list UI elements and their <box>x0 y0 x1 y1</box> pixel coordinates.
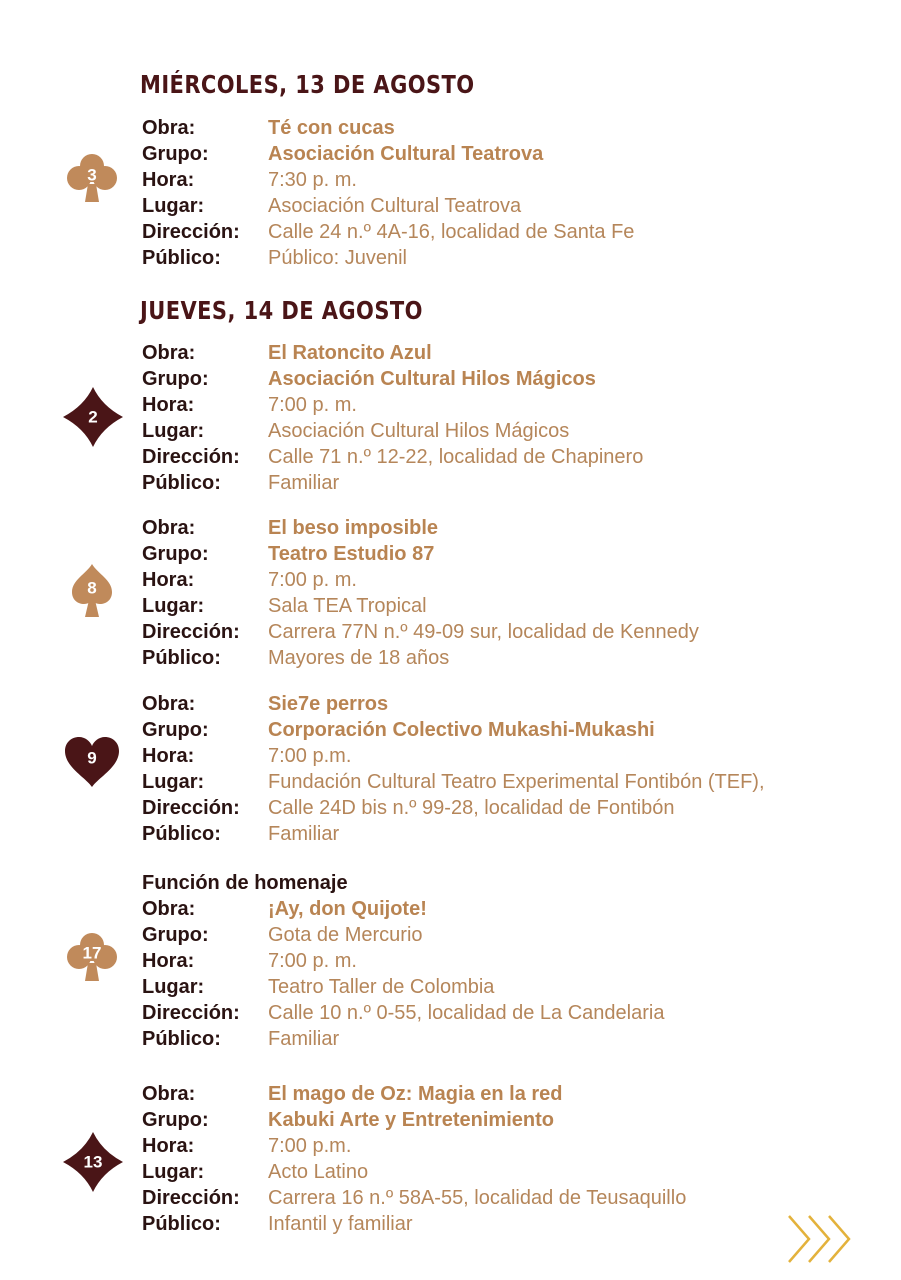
label-publico: Público: <box>142 647 221 669</box>
grupo-value: Teatro Estudio 87 <box>268 543 435 565</box>
diamond-icon <box>62 1131 124 1193</box>
label-hora: Hora: <box>142 745 195 767</box>
direccion-value: Calle 24 n.º 4A-16, localidad de Santa Fe <box>268 221 635 243</box>
publico-value: Mayores de 18 años <box>268 647 450 669</box>
label-hora: Hora: <box>142 1135 195 1157</box>
obra-value: El mago de Oz: Magia en la red <box>268 1083 563 1105</box>
obra-value: Sie7e perros <box>268 693 389 715</box>
lugar-value: Fundación Cultural Teatro Experimental Fontibón (TEF), <box>268 771 765 793</box>
badge-number: 2 <box>88 407 98 427</box>
diamond-icon <box>62 386 124 448</box>
direccion-value: Calle 71 n.º 12-22, localidad de Chapinero <box>268 446 644 468</box>
label-lugar: Lugar: <box>142 771 205 793</box>
label-lugar: Lugar: <box>142 195 205 217</box>
label-publico: Público: <box>142 472 221 494</box>
hora-value: 7:00 p.m. <box>268 1135 352 1157</box>
grupo-value: Kabuki Arte y Entretenimiento <box>268 1109 554 1131</box>
grupo-value: Corporación Colectivo Mukashi-Mukashi <box>268 719 655 741</box>
special-function-label: Función de homenaje <box>142 872 348 894</box>
publico-value: Familiar <box>268 823 340 845</box>
label-publico: Público: <box>142 1213 221 1235</box>
label-grupo: Grupo: <box>142 368 209 390</box>
label-grupo: Grupo: <box>142 543 209 565</box>
direccion-value: Calle 10 n.º 0-55, localidad de La Candelaria <box>268 1002 665 1024</box>
label-publico: Público: <box>142 823 221 845</box>
heart-icon <box>63 735 119 791</box>
hora-value: 7:00 p. m. <box>268 569 357 591</box>
label-grupo: Grupo: <box>142 1109 209 1131</box>
label-obra: Obra: <box>142 117 196 139</box>
badge-number: 17 <box>82 943 102 963</box>
obra-value: El Ratoncito Azul <box>268 342 432 364</box>
event-card <box>142 515 699 671</box>
publico-value: Familiar <box>268 1028 340 1050</box>
lugar-value: Asociación Cultural Teatrova <box>268 195 522 217</box>
label-publico: Público: <box>142 247 221 269</box>
label-hora: Hora: <box>142 950 195 972</box>
badge-number: 8 <box>87 578 97 598</box>
publico-value: Familiar <box>268 472 340 494</box>
lugar-value: Sala TEA Tropical <box>268 595 427 617</box>
label-obra: Obra: <box>142 898 196 920</box>
label-lugar: Lugar: <box>142 420 205 442</box>
badge-number: 3 <box>87 165 97 185</box>
hora-value: 7:00 p.m. <box>268 745 352 767</box>
badge-number: 9 <box>87 748 97 768</box>
label-direccion: Dirección: <box>142 797 240 819</box>
label-lugar: Lugar: <box>142 976 205 998</box>
club-icon <box>64 148 120 204</box>
direccion-value: Carrera 77N n.º 49-09 sur, localidad de Kennedy <box>268 621 699 643</box>
label-hora: Hora: <box>142 169 195 191</box>
event-card <box>142 340 643 496</box>
label-hora: Hora: <box>142 569 195 591</box>
label-direccion: Dirección: <box>142 621 240 643</box>
hora-value: 7:00 p. m. <box>268 394 357 416</box>
label-obra: Obra: <box>142 693 196 715</box>
label-lugar: Lugar: <box>142 1161 205 1183</box>
day-title: MIÉRCOLES, 13 DE AGOSTO <box>140 70 475 99</box>
grupo-value: Asociación Cultural Hilos Mágicos <box>268 368 596 390</box>
lugar-value: Acto Latino <box>268 1161 369 1183</box>
label-grupo: Grupo: <box>142 143 209 165</box>
event-card <box>142 115 634 271</box>
lugar-value: Asociación Cultural Hilos Mágicos <box>268 420 570 442</box>
lugar-value: Teatro Taller de Colombia <box>268 976 495 998</box>
label-publico: Público: <box>142 1028 221 1050</box>
label-direccion: Dirección: <box>142 1187 240 1209</box>
direccion-value: Carrera 16 n.º 58A-55, localidad de Teusaquillo <box>268 1187 687 1209</box>
label-obra: Obra: <box>142 342 196 364</box>
spade-icon <box>64 562 120 618</box>
obra-value: ¡Ay, don Quijote! <box>268 898 427 920</box>
grupo-value: Asociación Cultural Teatrova <box>268 143 544 165</box>
badge-number: 13 <box>83 1152 103 1172</box>
event-card <box>142 691 765 847</box>
label-hora: Hora: <box>142 394 195 416</box>
label-grupo: Grupo: <box>142 719 209 741</box>
label-direccion: Dirección: <box>142 446 240 468</box>
grupo-value: Gota de Mercurio <box>268 924 423 946</box>
label-lugar: Lugar: <box>142 595 205 617</box>
hora-value: 7:00 p. m. <box>268 950 357 972</box>
label-obra: Obra: <box>142 517 196 539</box>
event-card <box>142 1081 686 1237</box>
club-icon <box>64 927 120 983</box>
hora-value: 7:30 p. m. <box>268 169 357 191</box>
publico-value: Público: Juvenil <box>268 247 407 269</box>
label-direccion: Dirección: <box>142 221 240 243</box>
direccion-value: Calle 24D bis n.º 99-28, localidad de Fontibón <box>268 797 675 819</box>
chevrons-right-icon[interactable] <box>785 1212 859 1266</box>
label-grupo: Grupo: <box>142 924 209 946</box>
obra-value: Té con cucas <box>268 117 395 139</box>
label-obra: Obra: <box>142 1083 196 1105</box>
obra-value: El beso imposible <box>268 517 439 539</box>
label-direccion: Dirección: <box>142 1002 240 1024</box>
day-title: JUEVES, 14 DE AGOSTO <box>140 296 423 325</box>
publico-value: Infantil y familiar <box>268 1213 413 1235</box>
event-card <box>142 870 664 1052</box>
